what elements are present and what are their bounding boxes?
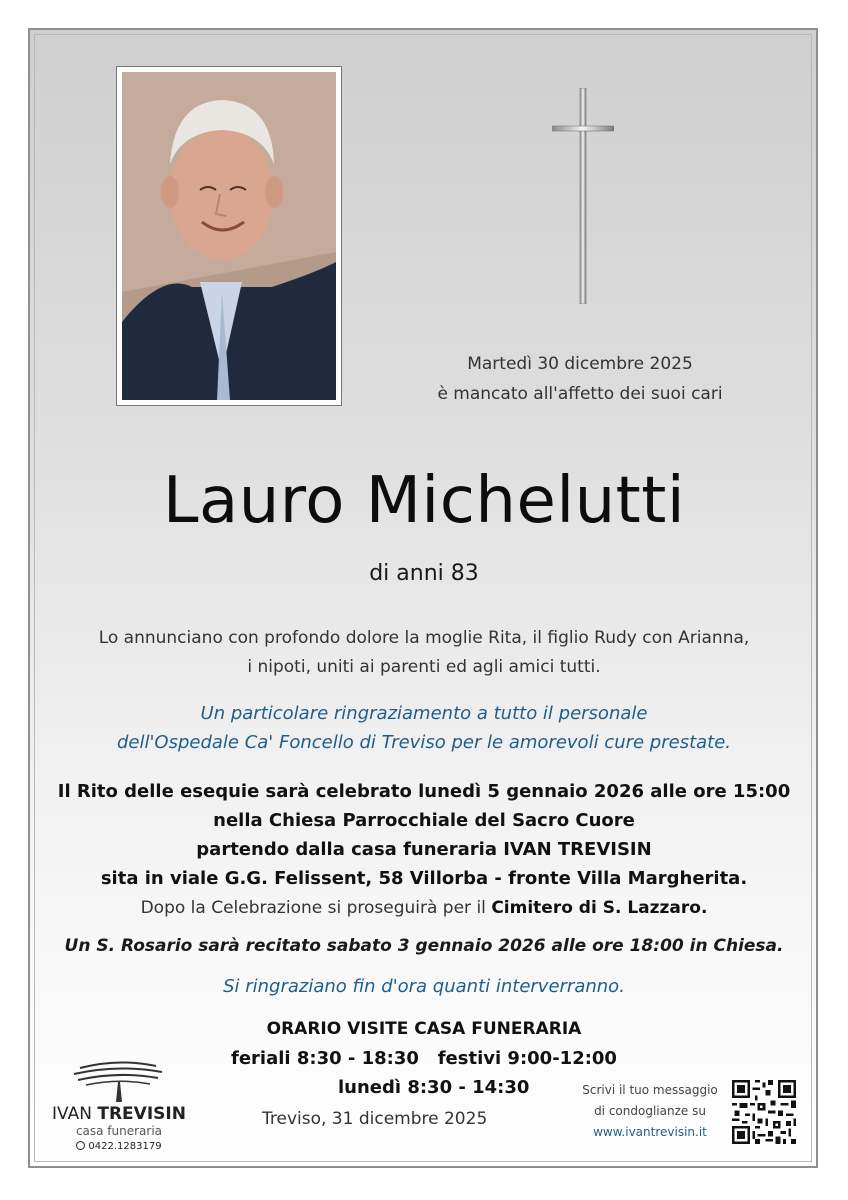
logo-subtitle: casa funeraria [75,1124,163,1138]
website-link[interactable]: www.ivantrevisin.it [593,1125,707,1139]
phone-icon [76,1141,85,1150]
rite-line-4: sita in viale G.G. Felissent, 58 Villorba - fronte Villa Margherita. [100,868,748,889]
contact-line-1: Scrivi il tuo messaggio [582,1083,718,1097]
after-celebration [0,898,848,918]
contact-line-2: di condoglianze su [594,1104,706,1118]
final-thanks: Si ringraziano fin d'ora quanti interverranno. [223,976,625,997]
place-date: Treviso, 31 dicembre 2025 [262,1109,488,1129]
logo-first-name: IVAN [52,1104,92,1124]
thanks-line-1: Un particolare ringraziamento a tutto il personale [200,703,648,724]
announcement-line-1: Lo annunciano con profondo dolore la moglie Rita, il figlio Rudy con Arianna, [98,628,750,648]
logo-last-name: TREVISIN [97,1104,186,1124]
tree-logo-icon [72,1058,164,1102]
portrait-illustration [122,72,336,400]
logo-name [44,1104,194,1124]
rite-line-3: partendo dalla casa funeraria IVAN TREVISIN [196,839,652,860]
thanks-line-2: dell'Ospedale Ca' Foncello di Treviso per le amorevoli cure prestate. [116,732,732,753]
visiting-hours-monday: lunedì 8:30 - 14:30 [338,1077,530,1098]
cross-icon [552,88,614,304]
portrait-image [122,72,336,400]
visiting-hours-weekdays: feriali 8:30 - 18:30 festivi 9:00-12:00 [231,1048,617,1069]
after-celebration-text: Dopo la Celebrazione si proseguirà per il [140,898,486,918]
deceased-name: Lauro Michelutti [162,464,686,538]
rosary-notice: Un S. Rosario sarà recitato sabato 3 gennaio 2026 alle ore 18:00 in Chiesa. [64,936,784,956]
visiting-hours-title: ORARIO VISITE CASA FUNERARIA [266,1019,582,1039]
death-description: è mancato all'affetto dei suoi cari [437,384,723,404]
rite-line-1: Il Rito delle esequie sarà celebrato lunedì 5 gennaio 2026 alle ore 15:00 [57,781,791,802]
deceased-age: di anni 83 [369,561,479,586]
death-date: Martedì 30 dicembre 2025 [467,354,693,374]
condolence-contact [570,1080,730,1143]
phone-number: 0422.1283179 [88,1141,162,1152]
announcement-line-2: i nipoti, uniti ai parenti ed agli amici tutti. [247,657,601,677]
logo-phone [44,1141,194,1152]
rite-line-2: nella Chiesa Parrocchiale del Sacro Cuore [213,810,635,831]
qr-code-icon[interactable] [732,1080,796,1144]
portrait-photo [116,66,342,406]
cemetery-name: Cimitero di S. Lazzaro. [491,898,708,918]
funeral-home-logo [44,1058,194,1162]
